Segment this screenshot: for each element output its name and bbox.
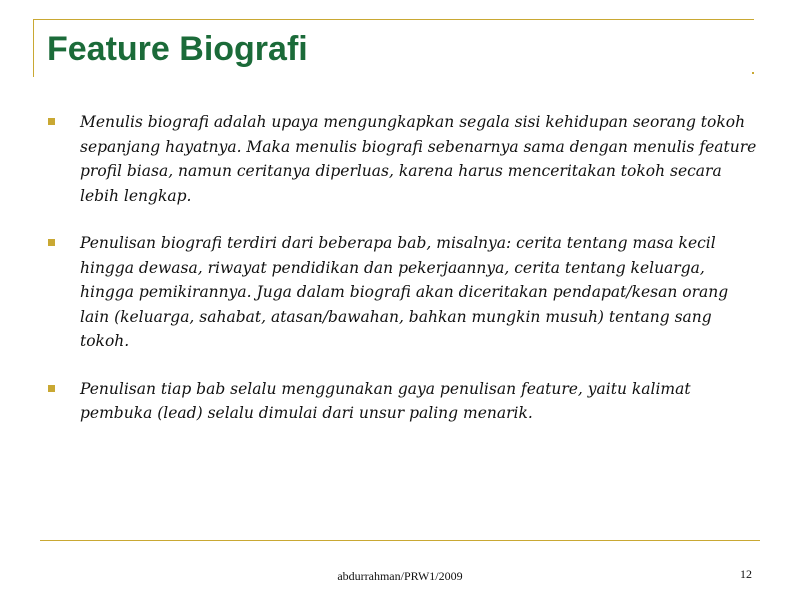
bottom-rule (40, 540, 760, 541)
bullet-item (48, 110, 760, 208)
bullet-text: Penulisan tiap bab selalu menggunakan gaya penulisan feature, yaitu kalimat pembuka (lead) selalu dimulai dari unsur paling menarik. (80, 379, 691, 422)
slide-title: Feature Biografi (47, 30, 308, 68)
square-bullet-icon (48, 118, 55, 125)
bullet-item (48, 231, 760, 354)
square-bullet-icon (48, 239, 55, 246)
bullet-text: Penulisan biografi terdiri dari beberapa bab, misalnya: cerita tentang masa kecil hingga dewasa, riwayat pendidikan dan pekerjaannya, cerita tentang keluarga, hingga pemikirannya. Juga dalam biografi akan diceritakan pendapat/kesan orang lain (keluarga, sahabat, atasan/bawahan, bahkan mungkin musuh) tentang sang tokoh. (80, 234, 729, 350)
title-accent-dot (752, 72, 754, 74)
bullet-item (48, 377, 760, 426)
footer-text: abdurrahman/PRW1/2009 (337, 569, 463, 583)
page-number: 12 (740, 567, 752, 581)
bullet-list (48, 110, 760, 449)
title-accent-bar (33, 19, 34, 77)
top-rule (34, 19, 754, 20)
bullet-text: Menulis biografi adalah upaya mengungkapkan segala sisi kehidupan seorang tokoh sepanjang hayatnya. Maka menulis biografi sebenarnya sama dengan menulis feature profil biasa, namun ceritanya diperluas, karena harus menceritakan tokoh secara lebih lengkap. (80, 113, 757, 205)
square-bullet-icon (48, 385, 55, 392)
